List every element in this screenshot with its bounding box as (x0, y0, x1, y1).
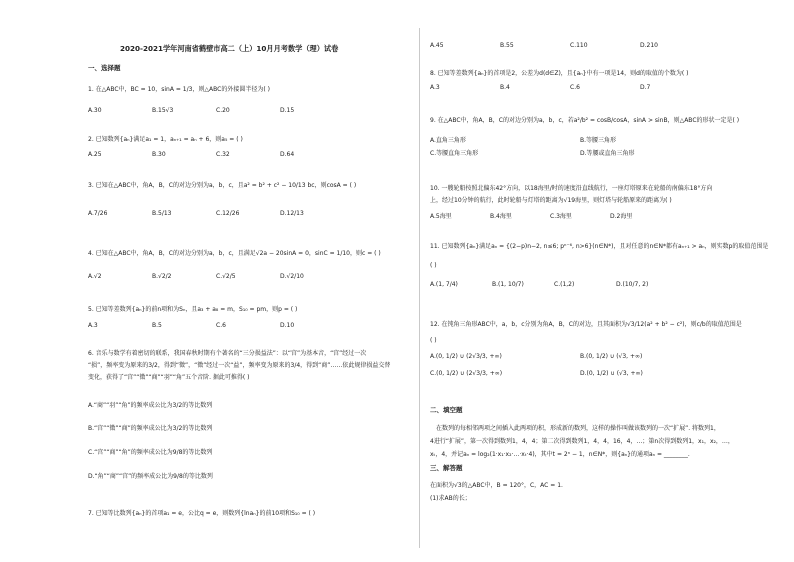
question-7-stem: 7. 已知等比数列{aₙ}的首项a₁ = e，公比q = e，则数列{lnaₙ}的前10项和S₁₀ = ( ) (88, 510, 316, 517)
question-6-stem-line-2: “损”，频率变为原来的3/2，得到“徵”，“徵”经过一次“益”，频率变为原来的3/4，得到“商”……依此规律损益交替 (88, 362, 391, 369)
option-c[interactable]: C.等腰直角三角形 (430, 150, 479, 157)
option-a[interactable]: A.3 (430, 84, 440, 91)
option-a[interactable]: A.25 (88, 151, 102, 158)
option-a[interactable]: A.(0, 1/2) ∪ (2√3/3, +∞) (430, 353, 502, 360)
option-d[interactable]: D.12/13 (280, 210, 304, 217)
question-6-stem-line-1: 6. 音乐与数学有着密切的联系，我国春秋时期有个著名的“三分损益法”：以“宫”为基本音，“宫”经过一次 (88, 350, 367, 357)
fill-question-line-2: 4进行“扩展”，第一次得到数列1，4，4；第二次得到数列1，4，4，16，4，…；第n次得到数列1，x₁，x₂，…， (430, 438, 734, 445)
question-12-options (430, 353, 730, 377)
option-d[interactable]: D.√2/10 (280, 273, 304, 280)
page-title: 2020-2021学年河南省鹤壁市高二（上）10月月考数学（理）试卷 (120, 44, 339, 53)
option-c[interactable]: C.12/26 (216, 210, 240, 217)
option-c[interactable]: C.(0, 1/2) ∪ (2√3/3, +∞) (430, 370, 503, 377)
question-10-stem-line-2: 上，经过10分钟的航行，此时轮船与灯塔的距离为√19海里，则灯塔与轮船原来的距离为( ) (430, 197, 672, 204)
option-b[interactable]: B.15√3 (152, 107, 174, 114)
option-c[interactable]: C.20 (216, 107, 230, 114)
solve-question-line-1: 在面积为√3的△ABC中，B = 120°，C，AC = 1. (430, 482, 563, 489)
option-a[interactable]: A.“商”“羽”“角”的频率成公比为3/2的等比数列 (88, 402, 213, 409)
question-11-options (430, 281, 730, 288)
question-5-options (88, 322, 368, 329)
question-10-options (430, 211, 730, 220)
option-a[interactable]: A.(1, 7/4) (430, 281, 458, 288)
option-d[interactable]: D.等腰或直角三角形 (580, 150, 635, 157)
option-d[interactable]: D.210 (640, 42, 658, 49)
option-c[interactable]: C.6 (570, 84, 580, 91)
left-column (88, 0, 408, 562)
option-a[interactable]: A.30 (88, 107, 102, 114)
right-column (430, 0, 769, 562)
option-a[interactable]: A.√2 (88, 273, 102, 280)
question-2-stem: 2. 已知数列{aₙ}满足a₁ = 1，aₙ₊₁ = aₙ + 6，则a₅ = ( ) (88, 136, 243, 143)
option-a[interactable]: A.直角三角形 (430, 137, 466, 144)
question-1-options (88, 107, 368, 114)
question-3-options (88, 210, 368, 217)
option-a[interactable]: A.45 (430, 42, 444, 49)
option-c[interactable]: C.(1,2) (554, 281, 575, 288)
question-12-stem-line-1: 12. 在钝角三角形ABC中，a，b，c分别为角A，B，C的对边，且其面积为√3/12(a² + b² − c²)，则c/b的取值范围是 (430, 321, 742, 328)
option-b[interactable]: B.5 (152, 322, 162, 329)
option-b[interactable]: B.等腰三角形 (580, 137, 617, 144)
option-d[interactable]: D.64 (280, 151, 295, 158)
column-divider (419, 28, 420, 548)
option-d[interactable]: D.(0, 1/2) ∪ (√3, +∞) (580, 370, 643, 377)
question-3-stem: 3. 已知在△ABC中，角A，B，C的对边分别为a，b，c，且a² = b² + c² − 10/13 bc，则cosA = ( ) (88, 182, 357, 189)
section-choice-heading: 一、选择题 (88, 64, 121, 72)
section-fill-heading: 二、填空题 (430, 406, 463, 414)
option-d[interactable]: D.7 (640, 84, 651, 91)
question-11-stem-line-2: ( ) (430, 262, 437, 269)
option-b[interactable]: B.5/13 (152, 210, 172, 217)
option-a[interactable]: A.5海里 (430, 213, 452, 220)
option-b[interactable]: B.(0, 1/2) ∪ (√3, +∞) (580, 353, 643, 360)
option-d[interactable]: D.10 (280, 322, 295, 329)
option-b[interactable]: B.(1, 10/7) (492, 281, 524, 288)
fill-question-line-1: 在数列的每相邻两项之间插入此两项的积，形成新的数列，这样的操作叫做该数列的一次“扩展”. 将数列1， (436, 425, 720, 432)
question-2-options (88, 151, 368, 158)
option-c[interactable]: C.32 (216, 151, 230, 158)
option-c[interactable]: C.3海里 (550, 213, 572, 220)
option-b[interactable]: B.55 (500, 42, 514, 49)
question-8-stem: 8. 已知等差数列{aₙ}的首项是2，公差为d(d∈Z)，且{aₙ}中有一项是14，则d的取值的个数为( ) (430, 70, 689, 77)
question-5-stem: 5. 已知等差数列{aₙ}的前n项和为Sₙ，且a₃ + a₈ = m，S₁₀ = pm，则p = ( ) (88, 306, 298, 313)
question-12-stem-line-2: ( ) (430, 337, 437, 344)
option-c[interactable]: C.“宫”“商”“角”的频率成公比为9/8的等比数列 (88, 449, 213, 456)
option-c[interactable]: C.6 (216, 322, 226, 329)
question-1-stem: 1. 在△ABC中，BC = 10，sinA = 1/3，则△ABC的外接圆半径为( ) (88, 86, 270, 93)
option-c[interactable]: C.√2/5 (216, 273, 236, 280)
option-d[interactable]: D.(10/7, 2) (616, 281, 649, 288)
option-b[interactable]: B.√2/2 (152, 273, 172, 280)
option-b[interactable]: B.4 (500, 84, 510, 91)
solve-question-line-2: (1)求AB的长； (430, 495, 471, 502)
option-a[interactable]: A.7/26 (88, 210, 108, 217)
question-11-stem-line-1: 11. 已知数列{aₙ}满足aₙ = {(2−p)n−2, n≤6; pⁿ⁻⁶, n>6}(n∈N*)，且对任意的n∈N*都有aₙ₊₁ > aₙ，则实数p的取值范围是 (430, 243, 769, 250)
option-b[interactable]: B.4海里 (490, 213, 512, 220)
option-d[interactable]: D.15 (280, 107, 295, 114)
question-6-stem-line-3: 变化，获得了“宫”“徵”“商”“羽”“角”五个音阶. 据此可推得( ) (88, 374, 250, 381)
question-4-stem: 4. 已知在△ABC中，角A，B，C的对边分别为a，b，c，且满足√2a − 20sinA = 0，sinC = 1/10，则c = ( ) (88, 250, 381, 257)
question-4-options (88, 273, 368, 280)
option-d[interactable]: D.2海里 (610, 213, 633, 220)
option-b[interactable]: B.“宫”“徵”“商”的频率成公比为3/2的等比数列 (88, 425, 213, 432)
question-9-options (430, 135, 730, 157)
fill-question-line-3: xₜ，4，并记aₙ = log₂(1·x₁·x₂·…·xₜ·4)，其中t = 2ⁿ − 1，n∈N*，则{aₙ}的通项aₙ = ________. (430, 451, 690, 458)
option-c[interactable]: C.110 (570, 42, 588, 49)
section-solve-heading: 三、解答题 (430, 464, 463, 472)
question-8-options (430, 84, 730, 91)
option-a[interactable]: A.3 (88, 322, 98, 329)
option-b[interactable]: B.30 (152, 151, 166, 158)
question-9-stem: 9. 在△ABC中，角A，B，C的对边分别为a，b，c，若a²/b² = cosB/cosA，sinA > sinB，则△ABC的形状一定是( ) (430, 117, 740, 124)
question-7-options (430, 42, 730, 49)
question-10-stem-line-1: 10. 一艘轮船按照北偏东42°方向，以18海里/时的速度沿直线航行，一座灯塔原来在轮船的南偏东18°方向 (430, 185, 713, 192)
option-d[interactable]: D.“角”“商”“宫”的频率成公比为9/8的等比数列 (88, 473, 213, 480)
